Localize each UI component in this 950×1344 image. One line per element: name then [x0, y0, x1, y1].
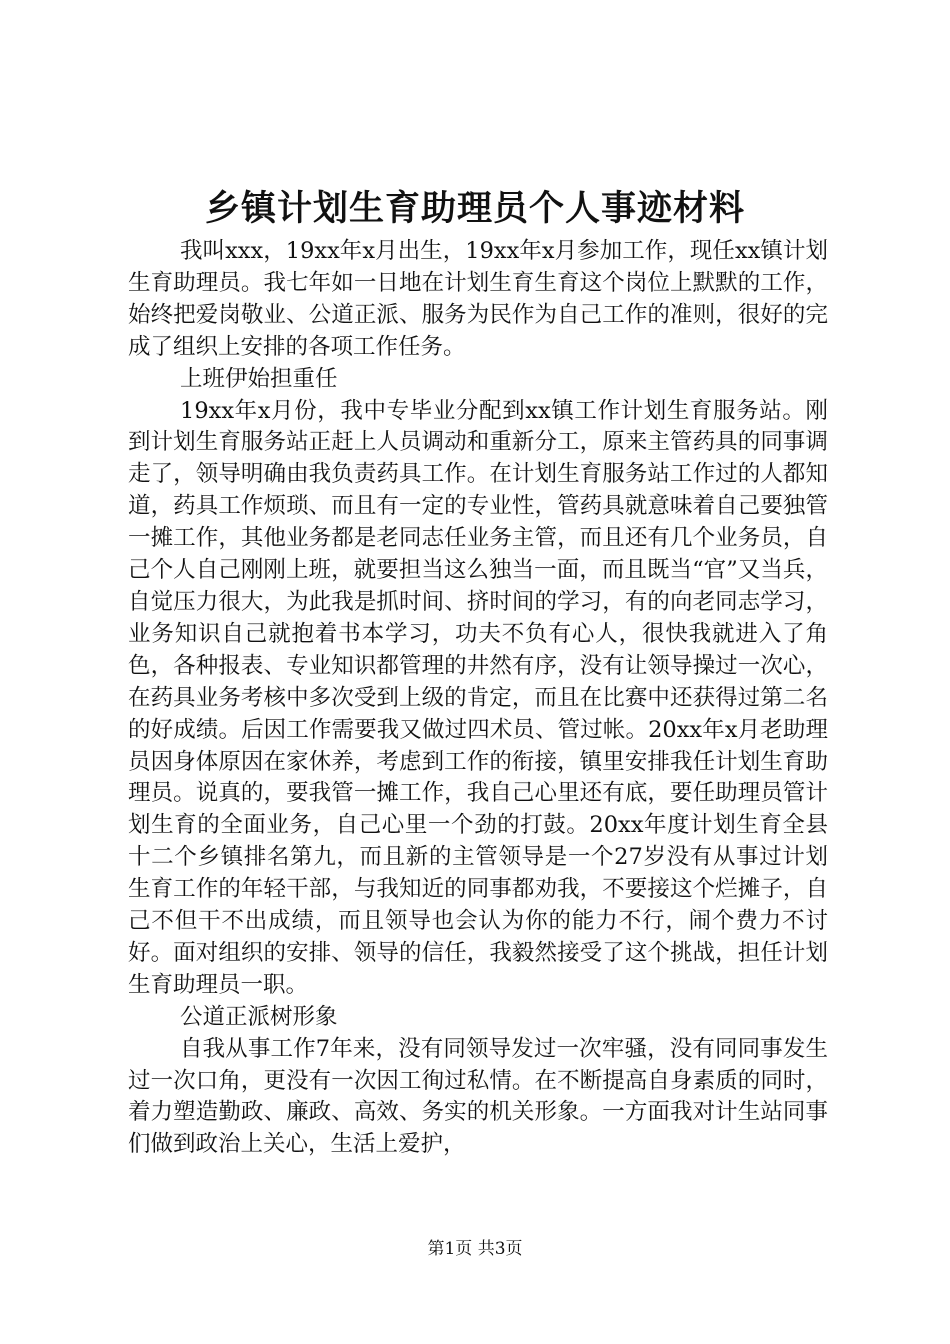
document-body: [128, 236, 828, 1161]
intro-paragraph: 我叫xxx，19xx年x月出生，19xx年x月参加工作，现任xx镇计划生育助理员。我七年如一日地在计划生育生育这个岗位上默默的工作，始终把爱岗敬业、公道正派、服务为民作为自己工作的准则，很好的完成了组织上安排的各项工作任务。: [128, 238, 828, 360]
page-footer: 第1页 共3页: [427, 1239, 523, 1259]
section-2-paragraph: 自我从事工作7年来，没有同领导发过一次牢骚，没有同同事发生过一次口角，更没有一次因工徇过私情。在不断提高自身素质的同时，着力塑造勤政、廉政、高效、务实的机关形象。一方面我对计生站同事们做到政治上关心，生活上爱护，: [128, 1035, 828, 1158]
section-heading-2: 公道正派树形象: [180, 1003, 338, 1030]
section-1-paragraph: 19xx年x月份，我中专毕业分配到xx镇工作计划生育服务站。刚到计划生育服务站正赶上人员调动和重新分工，原来主管药具的同事调走了，领导明确由我负责药具工作。在计划生育服务站工作过的人都知道，药具工作烦琐、而且有一定的专业性，管药具就意味着自己要独管一摊工作，其他业务都是老同志任业务主管，而且还有几个业务员，自己个人自己刚刚上班，就要担当这么独当一面，而且既当“官”又当兵，自觉压力很大，为此我是抓时间、挤时间的学习，有的向老同志学习，业务知识自己就抱着书本学习，功夫不负有心人，很快我就进入了角色，各种报表、专业知识都管理的井然有序，没有让领导操过一次心，在药具业务考核中多次受到上级的肯定，而且在比赛中还获得过第二名的好成绩。后因工作需要我又做过四术员、管过帐。20xx年x月老助理员因身体原因在家休养，考虑到工作的衔接，镇里安排我任计划生育助理员。说真的，要我管一摊工作，我自己心里还有底，要任助理员管计划生育的全面业务，自己心里一个劲的打鼓。20xx年度计划生育全县十二个乡镇排名第九，而且新的主管领导是一个27岁没有从事过计划生育工作的年轻干部，与我知近的同事都劝我，不要接这个烂摊子，自己不但干不出成绩，而且领导也会认为你的能力不行，闹个费力不讨好。面对组织的安排、领导的信任，我毅然接受了这个挑战，担任计划生育助理员一职。: [128, 397, 828, 998]
document-title: 乡镇计划生育助理员个人事迹材料: [204, 188, 745, 229]
section-heading-1: 上班伊始担重任: [180, 365, 338, 392]
